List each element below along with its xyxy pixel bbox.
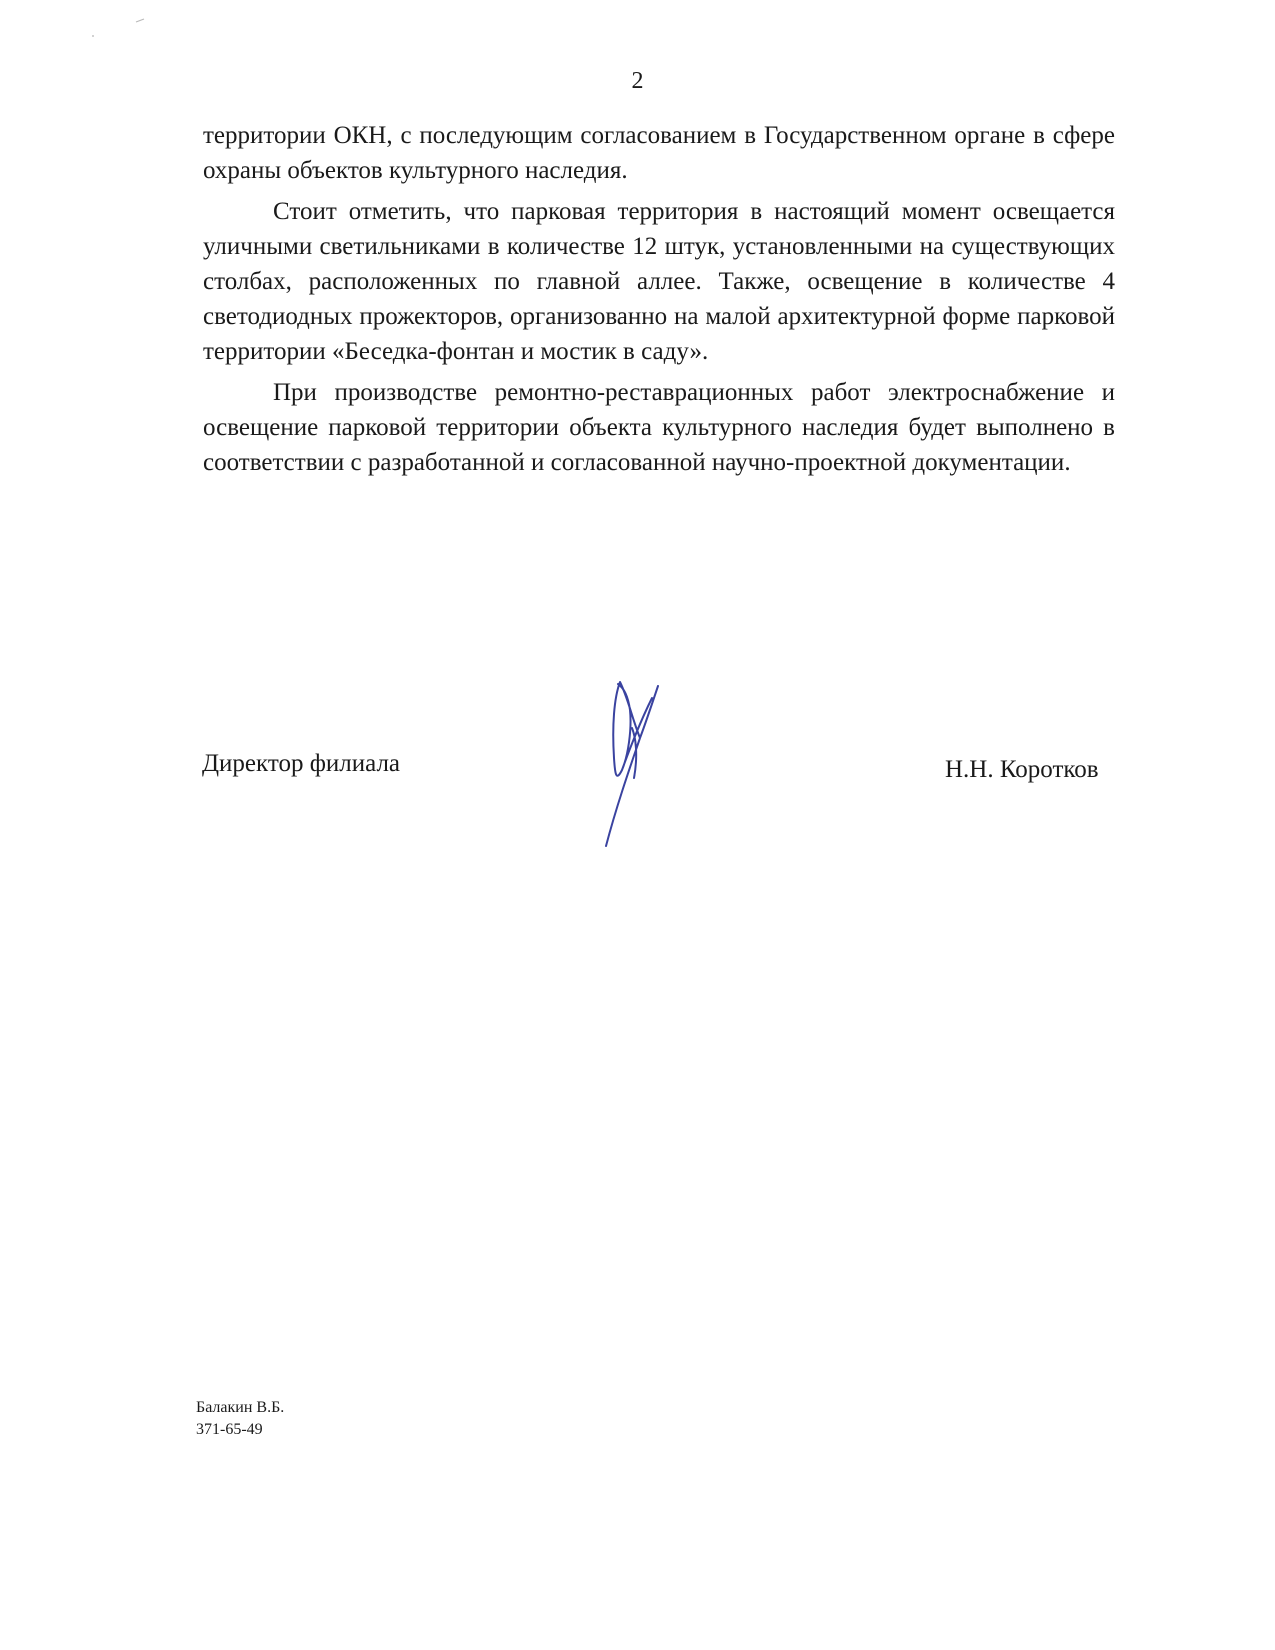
executor-info [196, 1397, 284, 1441]
executor-phone: 371-65-49 [196, 1421, 263, 1438]
page-number: 2 [631, 68, 644, 94]
paragraph-restoration: При производстве ремонтно-реставрационных работ электроснабжение и освещение парковой территории объекта культурного наследия будет выполнено в соответствии с разработанной и согласованной научно-проектной документации. [203, 379, 1115, 476]
paragraph-lighting: Стоит отметить, что парковая территория в настоящий момент освещается уличными светильниками в количестве 12 штук, установленными на существующих столбах, расположенных по главной аллее. Также, освещение в количестве 4 светодиодных прожекторов, организованно на малой архитектурной форме парковой территории «Беседка-фонтан и мостик в саду». [203, 198, 1115, 365]
letter-body [203, 118, 1115, 480]
scan-artifact [88, 14, 158, 44]
signer-title: Директор филиала [202, 750, 401, 777]
handwritten-signature [588, 678, 678, 858]
executor-name: Балакин В.Б. [196, 1399, 285, 1416]
signer-name: Н.Н. Коротков [945, 756, 1099, 783]
paragraph-continuation: территории ОКН, с последующим согласованием в Государственном органе в сфере охраны объектов культурного наследия. [203, 122, 1115, 184]
